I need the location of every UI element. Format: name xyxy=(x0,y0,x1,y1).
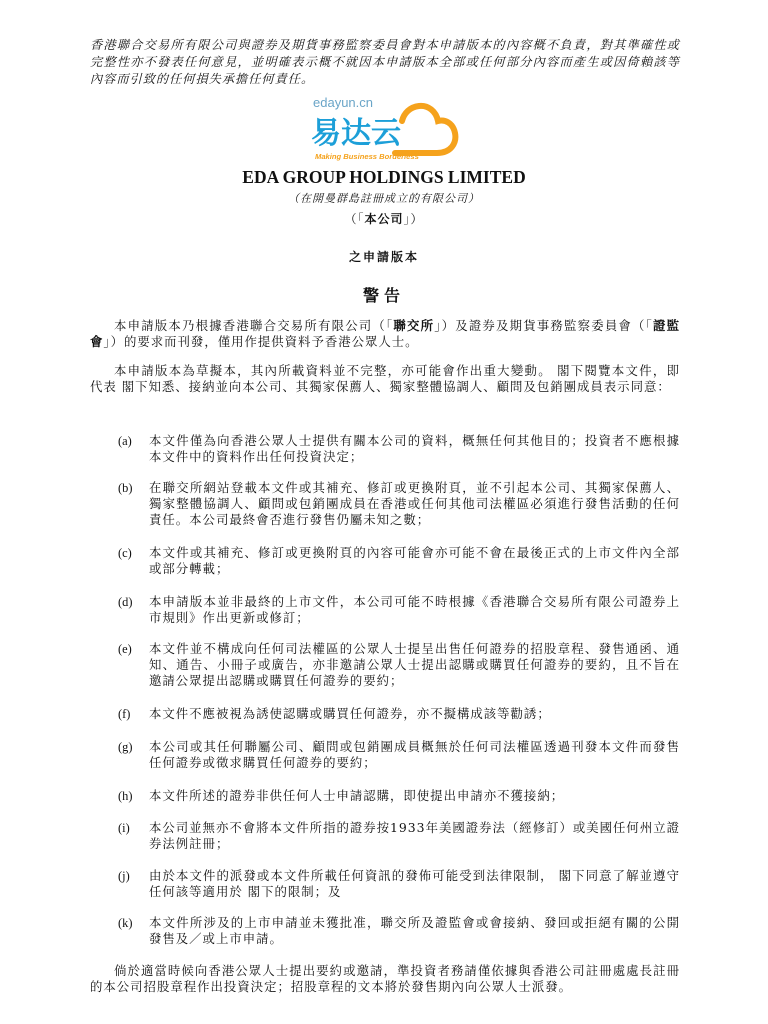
item-text: 本公司或其任何聯屬公司、顧問或包銷團成員概無於任何司法權區透過刊發本文件而發售任何證券或徵求購買任何證券的要約； xyxy=(149,739,680,770)
short-name xyxy=(0,210,768,227)
p1-bold-a: 聯交所 xyxy=(393,318,435,333)
short-name-bold: 本公司 xyxy=(364,212,404,226)
logo-cloud-icon xyxy=(395,106,455,153)
item-text: 本文件僅為向香港公眾人士提供有關本公司的資料，概無任何其他目的；投資者不應根據本文件中的資料作出任何投資決定； xyxy=(149,433,680,464)
short-name-close: 」） xyxy=(403,212,424,226)
p1-text-a: 本申請版本乃根據香港聯合交易所有限公司（「 xyxy=(114,318,394,333)
disclaimer-text: 香港聯合交易所有限公司與證券及期貨事務監察委員會對本申請版本的內容概不負責，對其準確性或完整性亦不發表任何意見，並明確表示概不就因本申請版本全部或任何部分內容而產生或因倚賴該等內容而引致的任何損失承擔任何責任。 xyxy=(90,38,680,86)
item-text: 本文件並不構成向任何司法權區的公眾人士提呈出售任何證券的招股章程、發售通函、通知、通告、小冊子或廣告，亦非邀請公眾人士提出認購或購買任何證券的要約，且不旨在邀請公眾提出認購或購買任何證券的要約； xyxy=(149,641,680,688)
short-name-open: （「 xyxy=(344,212,365,226)
paragraph-2: 本申請版本為草擬本，其內所載資料並不完整，亦可能會作出重大變動。 閣下閱覽本文件，即代表 閣下知悉、接納並向本公司、其獨家保薦人、獨家整體協調人、顧問及包銷團成員表示同意： xyxy=(90,363,680,394)
item-label: (g) xyxy=(118,740,133,754)
warning-heading: 警告 xyxy=(362,286,405,305)
item-label: (h) xyxy=(118,789,133,803)
item-text: 本公司並無亦不會將本文件所指的證券按1933年美國證券法（經修訂）或美國任何州立證券法例註冊； xyxy=(149,820,680,851)
final-paragraph: 倘於適當時候向香港公眾人士提出要約或邀請，準投資者務請僅依據與香港公司註冊處處長註冊的本公司招股章程作出投資決定；招股章程的文本將於發售期內向公眾人士派發。 xyxy=(90,963,680,994)
item-label: (e) xyxy=(118,642,132,656)
p1-bold-b: 證監會 xyxy=(90,318,681,349)
p1-text-b: 」）及證券及期貨事務監察委員會（「 xyxy=(434,318,654,333)
incorporation-note: （在開曼群島註冊成立的有限公司） xyxy=(288,192,480,205)
item-text: 本文件不應被視為誘使認購或購買任何證券，亦不擬構成該等勸誘； xyxy=(149,706,551,721)
item-label: (k) xyxy=(118,916,133,930)
logo-tagline: Making Business Borderless xyxy=(315,152,419,161)
item-label: (i) xyxy=(118,821,130,835)
item-label: (d) xyxy=(118,595,133,609)
item-text: 本文件或其補充、修訂或更換附頁的內容可能會亦可能不會在最後正式的上市文件內全部或部分轉載； xyxy=(149,545,680,576)
item-text: 本文件所涉及的上市申請並未獲批准，聯交所及證監會或會接納、發回或拒絕有關的公開發售及／或上市申請。 xyxy=(149,915,680,946)
item-text: 在聯交所網站登載本文件或其補充、修訂或更換附頁，並不引起本公司、其獨家保薦人、獨家整體協調人、顧問或包銷團成員在香港或任何其他司法權區必須進行發售活動的任何責任。本公司最終會否進行發售仍屬未知之數； xyxy=(149,480,680,527)
company-name: EDA GROUP HOLDINGS LIMITED xyxy=(242,167,526,187)
item-label: (j) xyxy=(118,869,130,883)
item-label: (a) xyxy=(118,434,132,448)
version-title: 之申請版本 xyxy=(348,250,419,264)
item-label: (c) xyxy=(118,546,132,560)
item-label: (f) xyxy=(118,707,131,721)
item-text: 由於本文件的派發或本文件所載任何資訊的發佈可能受到法律限制， 閣下同意了解並遵守任何該等適用於 閣下的限制；及 xyxy=(149,868,680,899)
logo-chinese-text: 易达云 xyxy=(311,116,401,151)
p1-text-c: 」）的要求而刊發，僅用作提供資料予香港公眾人士。 xyxy=(103,334,419,349)
item-text: 本申請版本並非最終的上市文件，本公司可能不時根據《香港聯合交易所有限公司證券上市規則》作出更新或修訂； xyxy=(149,594,680,625)
company-logo xyxy=(309,93,459,165)
logo-graphic xyxy=(309,93,459,165)
paragraph-1 xyxy=(90,318,680,350)
item-text: 本文件所述的證券非供任何人士申請認購，即使提出申請亦不獲接納； xyxy=(149,788,565,803)
logo-site-text: edayun.cn xyxy=(313,95,373,110)
item-label: (b) xyxy=(118,481,133,495)
